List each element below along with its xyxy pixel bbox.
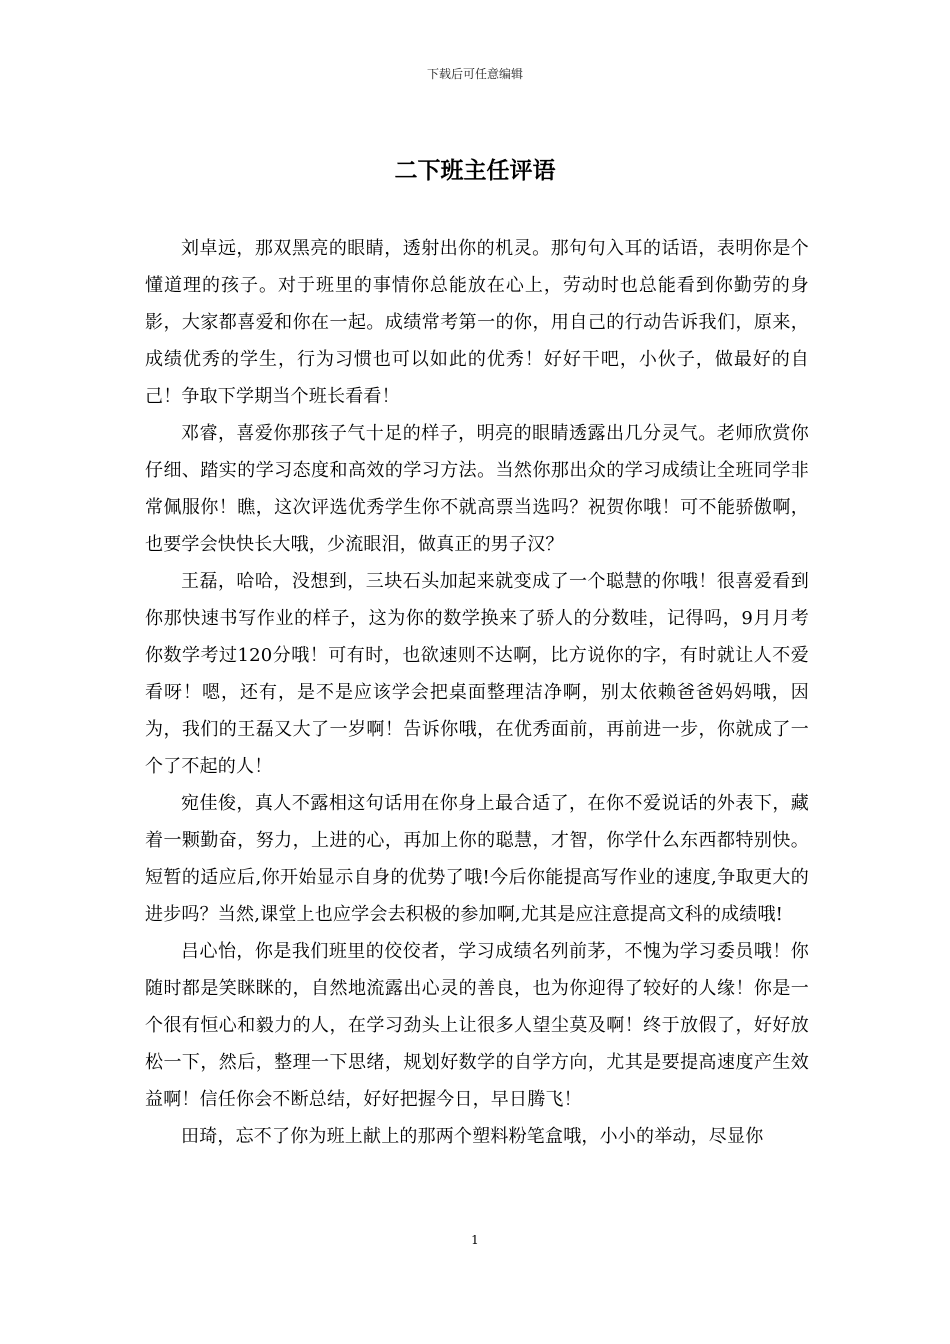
page-number: 1 — [471, 1233, 479, 1247]
comment-paragraph-1: 刘卓远，那双黑亮的眼睛，透射出你的机灵。那句句入耳的话语，表明你是个懂道理的孩子。对于班里的事情你总能放在心上，劳动时也总能看到你勤劳的身影，大家都喜爱和你在一起。成绩常考第一的你，用自己的行动告诉我们，原来，成绩优秀的学生，行为习惯也可以如此的优秀！好好干吧，小伙子，做最好的自己！争取下学期当个班长看看！ — [145, 238, 809, 407]
comment-paragraph-2: 邓睿，喜爱你那孩子气十足的样子，明亮的眼睛透露出几分灵气。老师欣赏你仔细、踏实的学习态度和高效的学习方法。当然你那出众的学习成绩让全班同学非常佩服你！瞧，这次评选优秀学生你不就高票当选吗？祝贺你哦！可不能骄傲啊，也要学会快快长大哦，少流眼泪，做真正的男子汉？ — [145, 423, 809, 555]
comment-paragraph-4: 宛佳俊，真人不露相这句话用在你身上最合适了，在你不爱说话的外表下，藏着一颗勤奋，努力，上进的心，再加上你的聪慧，才智，你学什么东西都特别快。短暂的适应后,你开始显示自身的优势了哦!今后你能提高写作业的速度,争取更大的进步吗？当然,课堂上也应学会去积极的参加啊,尤其是应注意提高文科的成绩哦! — [145, 793, 809, 925]
comment-paragraph-6: 田琦，忘不了你为班上献上的那两个塑料粉笔盒哦，小小的举动，尽显你 — [181, 1126, 764, 1147]
document-body — [145, 230, 809, 1155]
page-header-note: 下载后可任意编辑 — [426, 67, 523, 81]
comment-paragraph-3: 王磊，哈哈，没想到，三块石头加起来就变成了一个聪慧的你哦！很喜爱看到你那快速书写作业的样子，这为你的数学换来了骄人的分数哇，记得吗，9月月考你数学考过120分哦！可有时，也欲速则不达啊，比方说你的字，有时就让人不爱看呀！嗯，还有，是不是应该学会把桌面整理洁净啊，别太依赖爸爸妈妈哦，因为，我们的王磊又大了一岁啊！告诉你哦，在优秀面前，再前进一步，你就成了一个了不起的人！ — [145, 571, 809, 777]
comment-paragraph-5: 吕心怡，你是我们班里的佼佼者，学习成绩名列前茅，不愧为学习委员哦！你随时都是笑眯眯的，自然地流露出心灵的善良，也为你迎得了较好的人缘！你是一个很有恒心和毅力的人，在学习劲头上让很多人望尘莫及啊！终于放假了，好好放松一下，然后，整理一下思绪，规划好数学的自学方向，尤其是要提高速度产生效益啊！信任你会不断总结，好好把握今日，早日腾飞！ — [145, 941, 809, 1110]
document-title: 二下班主任评语 — [394, 157, 556, 184]
